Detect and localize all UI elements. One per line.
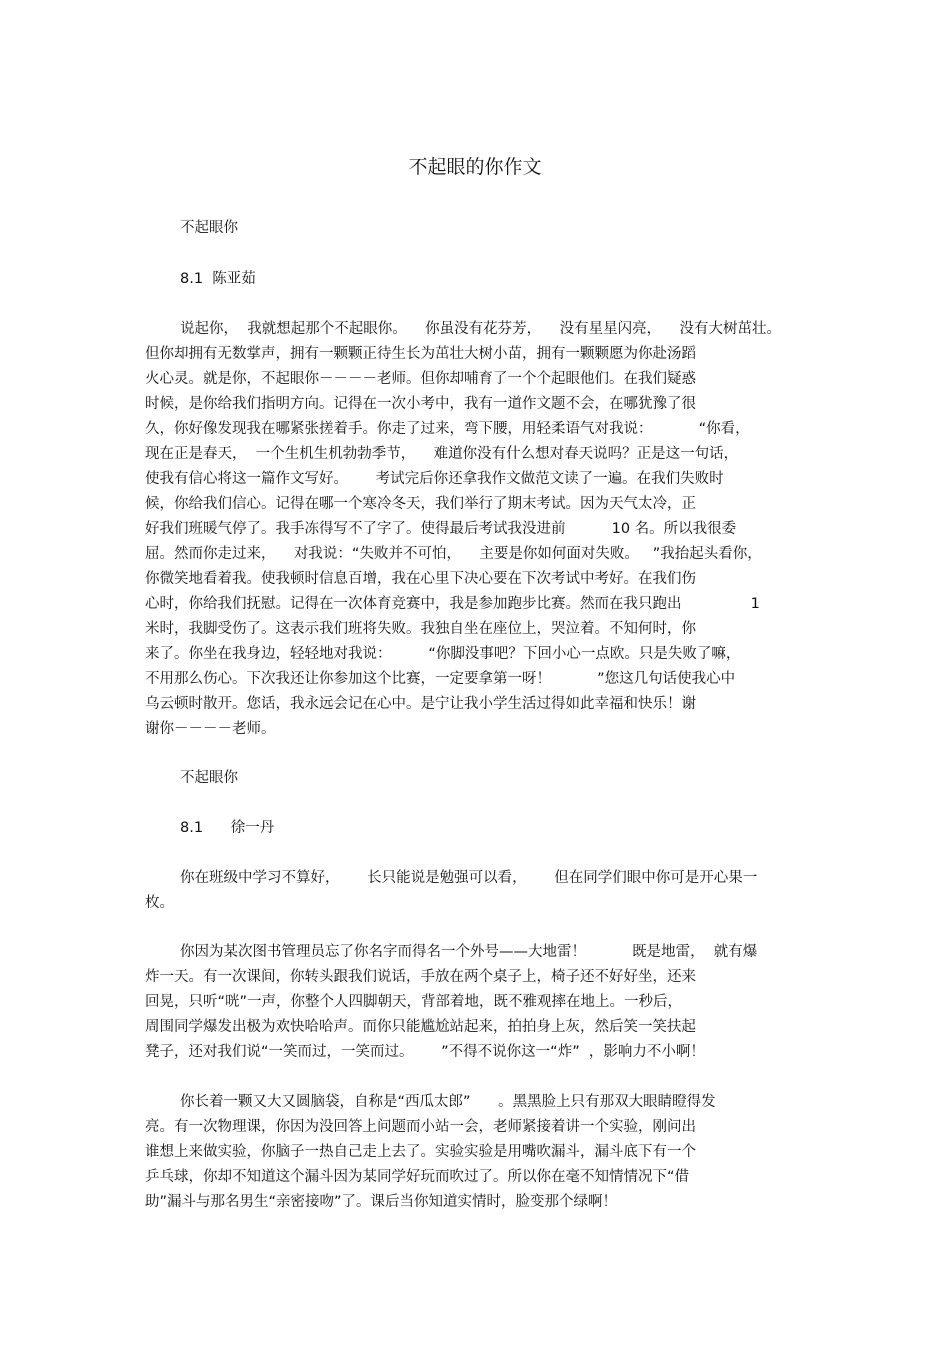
section1-line: 使我有信心将这一篇作文写好。 考试完后你还拿我作文做范文读了一遍。在我们失败时: [145, 471, 724, 487]
section1-line: 米时，我脚受伤了。这表示我们班将失败。我独自坐在座位上，哭泣着。不知何时，你: [145, 621, 696, 637]
section1-line: 候，你给我们信心。记得在哪一个寒冷冬天，我们举行了期末考试。因为天气太冷，正: [145, 496, 696, 512]
section1-line: 说起你， 我就想起那个不起眼你。 你虽没有花芬芳， 没有星星闪亮， 没有大树茁壮。: [180, 321, 782, 337]
section2-para2-line: 你因为某次图书管理员忘了你名字而得名一个外号——大地雷！ 既是地雷， 就有爆: [180, 944, 758, 960]
section2-para2-line: 炸一天。有一次课间，你转头跟我们说话，手放在两个桌子上，椅子还不好好坐，还来: [145, 969, 696, 985]
section1-line: 火心灵。就是你，不起眼你－－－－老师。但你却哺育了一个个起眼他们。在我们疑惑: [145, 371, 696, 387]
section1-author: 8.1 陈亚茹: [180, 271, 256, 287]
section1-line: 乌云顿时散开。您话，我永远会记在心中。是宁让我小学生活过得如此幸福和快乐！谢: [145, 696, 696, 712]
section1-line: 不用那么伤心。下次我还让你参加这个比赛，一定要拿第一呀！ ”您这几句话使我心中: [145, 671, 736, 687]
section2-para3-line: 助”漏斗与那名男生“亲密接吻”了。课后当你知道实情时，脸变那个绿啊！: [145, 1194, 618, 1210]
section1-line: 你微笑地看着我。使我顿时信息百增，我在心里下决心要在下次考试中考好。在我们伤: [145, 571, 696, 587]
section1-line: 心时，你给我们抚慰。记得在一次体育竞赛中，我是参加跑步比赛。然而在我只跑出 1: [145, 596, 760, 612]
section1-line: 谢你－－－－老师。: [145, 721, 276, 737]
section2-para2-line: 凳子，还对我们说“一笑而过，一笑而过。 ”不得不说你这一“炸” ，影响力不小啊！: [145, 1044, 705, 1060]
section1-heading: 不起眼你: [180, 220, 238, 236]
section2-para3-line: 你长着一颗又大又圆脑袋，自称是“西瓜太郎” 。黑黑脸上只有那双大眼睛瞪得发: [180, 1094, 716, 1110]
document-title: 不起眼的你作文: [408, 156, 542, 178]
section2-author: 8.1 徐一丹: [180, 820, 275, 836]
section1-line: 但你却拥有无数掌声，拥有一颗颗正待生长为茁壮大树小苗，拥有一颗颗愿为你赴汤蹈: [145, 346, 696, 362]
section2-para1-line: 枚。: [145, 895, 174, 911]
section2-para3-line: 谁想上来做实验，你脑子一热自己走上去了。实验实验是用嘴吹漏斗，漏斗底下有一个: [145, 1144, 696, 1160]
section2-para2-line: 回晃，只听“咣”一声，你整个人四脚朝天，背部着地，既不雅观摔在地上。一秒后，: [145, 994, 683, 1010]
section1-line: 现在正是春天， 一个生机生机勃勃季节， 难道你没有什么想对春天说吗？正是这一句话，: [145, 446, 739, 462]
section1-line: 时候，是你给我们指明方向。记得在一次小考中，我有一道作文题不会，在哪犹豫了很: [145, 396, 696, 412]
section2-para2-line: 周围同学爆发出极为欢快哈哈声。而你只能尴尬站起来，拍拍身上灰，然后笑一笑扶起: [145, 1019, 696, 1035]
section1-line: 屈。然而你走过来， 对我说：“失败并不可怕， 主要是你如何面对失败。 ”我抬起头看你，: [145, 546, 762, 562]
section1-line: 来了。你坐在我身边，轻轻地对我说： “你脚没事吧？下回小心一点欧。只是失败了嘛，: [145, 646, 741, 662]
section1-line: 好我们班暖气停了。我手冻得写不了字了。使得最后考试我没进前 10 名。所以我很委: [145, 521, 737, 537]
section2-para1-line: 你在班级中学习不算好， 长只能说是勉强可以看， 但在同学们眼中你可是开心果一: [180, 870, 758, 886]
section2-para3-line: 乒乓球，你却不知道这个漏斗因为某同学好玩而吹过了。所以你在毫不知情情况下“借: [145, 1169, 690, 1185]
section1-line: 久，你好像发现我在哪紧张搓着手。你走了过来，弯下腰，用轻柔语气对我说： “你看，: [145, 421, 750, 437]
section2-heading: 不起眼你: [180, 770, 238, 786]
section2-para3-line: 亮。有一次物理课，你因为没回答上问题而小站一会，老师紧接着讲一个实验，刚问出: [145, 1119, 696, 1135]
